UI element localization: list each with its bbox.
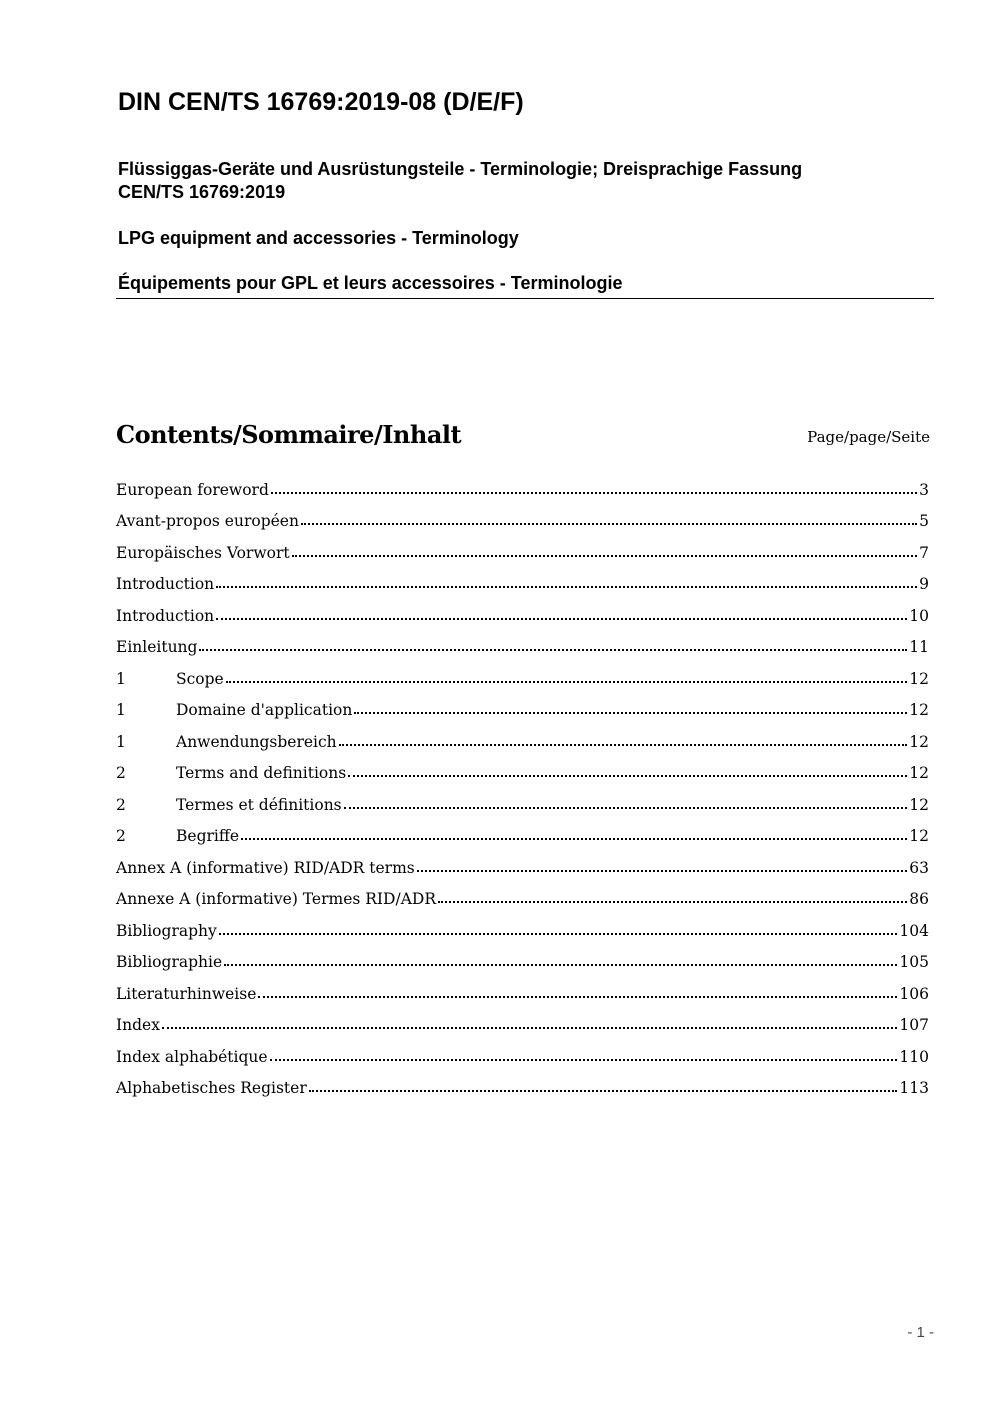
toc-dot-leader [241, 838, 907, 840]
toc-entry-label: Scope [176, 669, 224, 688]
toc-dot-leader [216, 618, 907, 620]
toc-entry-page: 12 [909, 827, 929, 846]
toc-entry-label: Introduction [116, 606, 215, 625]
toc-dot-leader [292, 555, 918, 557]
title-german [118, 158, 918, 204]
toc-entry-page: 63 [909, 858, 929, 877]
toc-entry[interactable] [116, 695, 929, 727]
toc-entry-label: Literaturhinweise [116, 984, 257, 1003]
toc-entry-label: Avant-propos européen [116, 512, 299, 531]
toc-entry-page: 106 [899, 984, 929, 1003]
toc-entry[interactable] [116, 852, 929, 884]
toc-dot-leader [438, 901, 907, 903]
toc-dot-leader [224, 964, 897, 966]
title-divider [116, 298, 934, 299]
toc-dot-leader [301, 523, 917, 525]
toc-entry[interactable] [116, 789, 929, 821]
toc-entry[interactable] [116, 978, 929, 1010]
title-english: LPG equipment and accessories - Terminology [118, 228, 519, 248]
toc-entry-label: Termes et définitions [176, 795, 342, 814]
toc-entry[interactable] [116, 506, 929, 538]
toc-entry-label: Annexe A (informative) Termes RID/ADR [116, 890, 436, 909]
toc-entry-number: 1 [116, 701, 126, 720]
toc-entry-page: 9 [919, 575, 929, 594]
toc-dot-leader [348, 775, 907, 777]
toc-dot-leader [309, 1090, 898, 1092]
toc-entry-page: 86 [909, 890, 929, 909]
toc-dot-leader [270, 1059, 898, 1061]
toc-entry-label: Anwendungsbereich [176, 732, 337, 751]
toc-entry[interactable] [116, 726, 929, 758]
toc-entry-page: 104 [899, 921, 929, 940]
toc-entry-page: 3 [919, 480, 929, 499]
page-column-heading: Page/page/Seite [807, 428, 930, 446]
toc-entry-number: 2 [116, 764, 126, 783]
toc-entry-page: 12 [909, 764, 929, 783]
toc-entry-label: Domaine d'application [176, 701, 353, 720]
toc-entry-label: Index [116, 1016, 160, 1035]
toc-entry[interactable] [116, 1010, 929, 1042]
toc-entry[interactable] [116, 600, 929, 632]
toc-entry-page: 12 [909, 701, 929, 720]
toc-entry-label: Begriffe [176, 827, 240, 846]
toc-dot-leader [219, 933, 898, 935]
toc-entry[interactable] [116, 1041, 929, 1073]
toc-dot-leader [226, 681, 908, 683]
toc-entry-number: 1 [116, 669, 126, 688]
toc-entry-page: 107 [899, 1016, 929, 1035]
toc-entry[interactable] [116, 569, 929, 601]
toc-entry[interactable] [116, 1073, 929, 1105]
toc-entry-page: 7 [919, 543, 929, 562]
toc-dot-leader [344, 807, 908, 809]
title-french: Équipements pour GPL et leurs accessoires - Terminologie [118, 273, 623, 293]
toc-dot-leader [339, 744, 908, 746]
toc-entry-number: 2 [116, 795, 126, 814]
toc-entry[interactable] [116, 915, 929, 947]
toc-entry-page: 12 [909, 732, 929, 751]
toc-entry-label: Europäisches Vorwort [116, 543, 290, 562]
toc-dot-leader [199, 649, 907, 651]
toc-dot-leader [417, 870, 908, 872]
toc-dot-leader [216, 586, 917, 588]
toc-entry-label: Alphabetisches Register [116, 1079, 307, 1098]
toc-entry-label: Introduction [116, 575, 215, 594]
toc-entry-number: 1 [116, 732, 126, 751]
toc-entry-page: 10 [909, 606, 929, 625]
toc-entry-page: 113 [899, 1079, 929, 1098]
toc-dot-leader [258, 996, 897, 998]
toc-entry-label: Bibliography [116, 921, 217, 940]
toc-dot-leader [354, 712, 907, 714]
contents-heading: Contents/Sommaire/Inhalt [116, 420, 462, 449]
toc-entry[interactable] [116, 821, 929, 853]
toc-entry-page: 5 [919, 512, 929, 531]
toc-entry-number: 2 [116, 827, 126, 846]
document-code: DIN CEN/TS 16769:2019-08 (D/E/F) [118, 88, 524, 116]
footer-page-number: - 1 - [907, 1324, 934, 1341]
toc-entry-label: Terms and definitions [176, 764, 347, 783]
toc-entry-label: European foreword [116, 480, 269, 499]
table-of-contents [116, 474, 929, 1104]
toc-entry[interactable] [116, 947, 929, 979]
toc-entry[interactable] [116, 758, 929, 790]
toc-entry[interactable] [116, 663, 929, 695]
toc-dot-leader [271, 492, 917, 494]
title-german-line-2: CEN/TS 16769:2019 [118, 182, 286, 202]
toc-entry[interactable] [116, 537, 929, 569]
toc-entry[interactable] [116, 474, 929, 506]
toc-entry-page: 105 [899, 953, 929, 972]
toc-entry[interactable] [116, 884, 929, 916]
toc-dot-leader [162, 1027, 897, 1029]
toc-entry-page: 110 [899, 1047, 929, 1066]
toc-entry[interactable] [116, 632, 929, 664]
toc-entry-label: Einleitung [116, 638, 198, 657]
toc-entry-label: Annex A (informative) RID/ADR terms [116, 858, 415, 877]
toc-entry-label: Bibliographie [116, 953, 223, 972]
toc-entry-page: 12 [909, 795, 929, 814]
toc-entry-page: 12 [909, 669, 929, 688]
toc-entry-label: Index alphabétique [116, 1047, 268, 1066]
toc-entry-page: 11 [909, 638, 929, 657]
title-german-line-1: Flüssiggas-Geräte und Ausrüstungsteile - Terminologie; Dreisprachige Fassung [118, 159, 803, 179]
